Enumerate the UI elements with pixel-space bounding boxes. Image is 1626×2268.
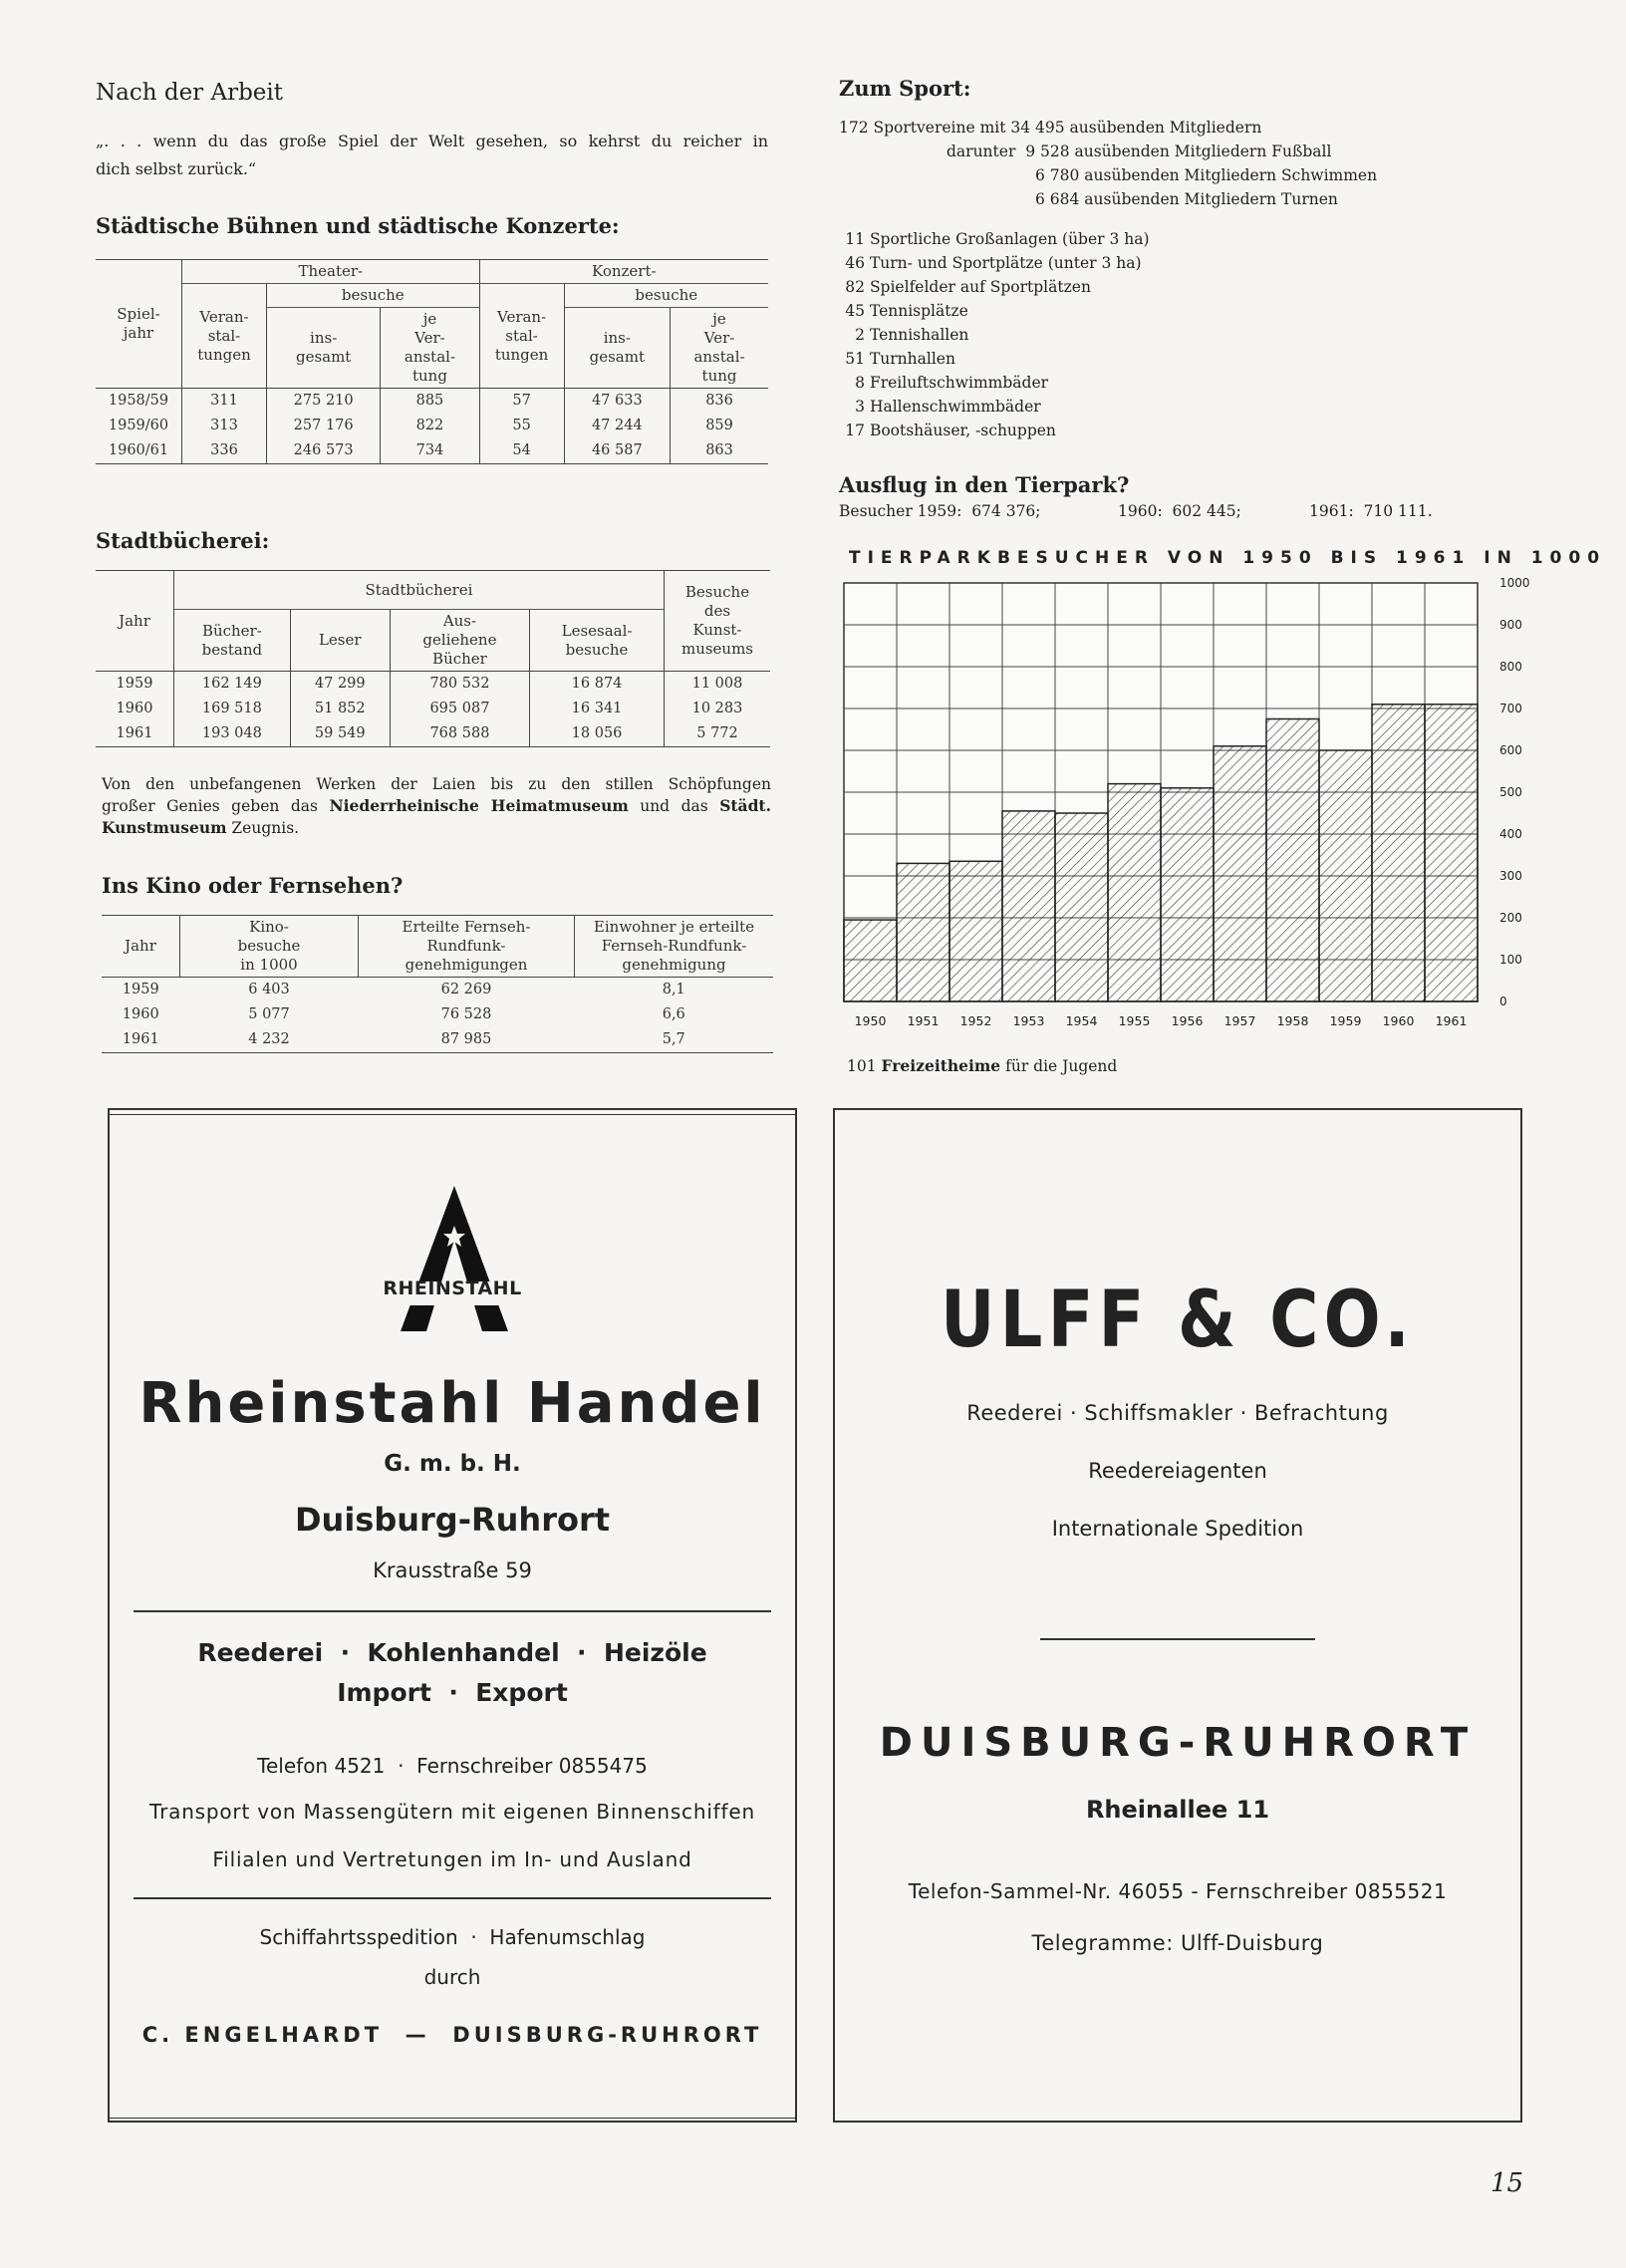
bar-1955	[1108, 784, 1161, 1001]
bar-1957	[1214, 746, 1266, 1001]
sport-anlagen-list	[839, 227, 1150, 442]
rheinstahl-transport: Transport von Massengütern mit eigenen Binnenschiffen	[149, 1800, 755, 1824]
y-tick-label: 800	[1499, 660, 1522, 674]
h-konzert: Konzert-	[479, 260, 768, 284]
rheinstahl-durch: durch	[423, 1965, 481, 1989]
rheinstahl-spedition: Schiffahrtsspedition · Hafenumschlag	[259, 1925, 646, 1949]
chart-y-axis	[1499, 576, 1530, 1008]
table-row: 1961 193 048 59 549 768 588 18 056 5 772	[96, 721, 770, 747]
bar-1951	[897, 863, 949, 1001]
table-row: 1959/60 313 257 176 822 55 47 244 859	[96, 414, 768, 438]
x-tick-label: 1959	[1329, 1013, 1362, 1028]
y-tick-label: 700	[1499, 702, 1522, 715]
list-item: 11 Sportliche Großanlagen (über 3 ha)	[845, 230, 1150, 248]
h-kunstmuseum: Besuche des Kunst- museums	[665, 571, 771, 672]
x-tick-label: 1954	[1065, 1013, 1098, 1028]
h-theater: Theater-	[182, 260, 480, 284]
x-tick-label: 1958	[1276, 1013, 1309, 1028]
h-kinobesuche: Kino- besuche in 1000	[180, 916, 359, 978]
rheinstahl-street: Krausstraße 59	[373, 1559, 532, 1582]
y-tick-label: 1000	[1499, 576, 1530, 590]
x-tick-label: 1955	[1118, 1013, 1151, 1028]
h-konzert-insgesamt: ins- gesamt	[564, 308, 670, 389]
h-lesesaal: Lesesaal- besuche	[530, 610, 665, 672]
x-tick-label: 1950	[854, 1013, 887, 1028]
bar-1953	[1002, 811, 1055, 1001]
x-tick-label: 1956	[1171, 1013, 1204, 1028]
table-row: 1960/61 336 246 573 734 54 46 587 863	[96, 438, 768, 464]
list-item: 82 Spielfelder auf Sportplätzen	[845, 278, 1091, 296]
h-konzert-veranstaltungen: Veran- stal- tungen	[479, 284, 564, 389]
y-tick-label: 0	[1499, 994, 1507, 1008]
h-theater-je: je Ver- anstal- tung	[381, 308, 479, 389]
list-item: 46 Turn- und Sportplätze (unter 3 ha)	[845, 254, 1142, 272]
h-stadtbuecherei: Stadtbücherei	[174, 571, 665, 610]
rheinstahl-logo-text: RHEINSTAHL	[383, 1277, 522, 1299]
museum-note-line-2: großer Genies geben das Niederrheinische Heimatmuseum und das Städt.	[102, 796, 771, 815]
y-tick-label: 900	[1499, 618, 1522, 632]
h-theater-veranstaltungen: Veran- stal- tungen	[182, 284, 267, 389]
list-item: 51 Turnhallen	[845, 350, 955, 368]
table-row: 1959 162 149 47 299 780 532 16 874 11 008	[96, 672, 770, 698]
rheinstahl-engelhardt: C. ENGELHARDT — DUISBURG-RUHRORT	[141, 2023, 763, 2047]
kino-table	[102, 915, 773, 1053]
bar-1950	[844, 920, 897, 1001]
ad-rheinstahl	[108, 1108, 797, 2123]
quote-line-1: „. . . wenn du das große Spiel der Welt gesehen, so kehrst du reicher in	[96, 132, 768, 150]
list-item: 45 Tennisplätze	[845, 302, 968, 320]
h-theater-insgesamt: ins- gesamt	[267, 308, 381, 389]
h-ausgeliehen: Aus- geliehene Bücher	[390, 610, 529, 672]
ulff-agenten: Reedereiagenten	[1088, 1459, 1267, 1483]
y-tick-label: 400	[1499, 827, 1522, 841]
section-title-freizeit: Nach der Arbeit	[96, 80, 284, 106]
museum-note-line-1: Von den unbefangenen Werken der Laien bis zu den stillen Schöpfungen	[102, 775, 771, 793]
x-tick-label: 1953	[1012, 1013, 1045, 1028]
x-tick-label: 1961	[1435, 1013, 1468, 1028]
rheinstahl-form: G. m. b. H.	[384, 1451, 521, 1477]
table-row: 1960 5 077 76 528 6,6	[122, 1006, 685, 1022]
table-row: 1958/59 311 275 210 885 57 47 633 836	[96, 389, 768, 415]
rheinstahl-telefon: Telefon 4521 · Fernschreiber 0855475	[257, 1754, 648, 1778]
page-number: 15	[1490, 2168, 1524, 2198]
h-genehmigungen: Erteilte Fernseh- Rundfunk- genehmigungen	[359, 916, 575, 978]
ulff-name: ULFF & CO.	[941, 1276, 1415, 1365]
bar-1954	[1055, 813, 1108, 1001]
rheinstahl-filialen: Filialen und Vertretungen im In- und Ausland	[212, 1847, 692, 1871]
list-item: 2 Tennishallen	[855, 326, 969, 344]
rheinstahl-name: Rheinstahl Handel	[138, 1371, 766, 1436]
sport-vereine-line-4: 6 684 ausübenden Mitgliedern Turnen	[1035, 190, 1338, 208]
y-tick-label: 500	[1499, 785, 1522, 799]
tierpark-1960: 1960: 602 445;	[1118, 502, 1241, 520]
ulff-telegramme: Telegramme: Ulff-Duisburg	[1031, 1931, 1324, 1955]
h-konzert-besuche: besuche	[564, 284, 768, 308]
rheinstahl-city: Duisburg-Ruhrort	[294, 1501, 611, 1539]
rheinstahl-services-1: Reederei · Kohlenhandel · Heizöle	[197, 1638, 707, 1667]
h-konzert-je: je Ver- anstal- tung	[671, 308, 768, 389]
buehnen-table	[96, 259, 768, 464]
x-tick-label: 1957	[1223, 1013, 1256, 1028]
museum-note-line-3: Kunstmuseum Zeugnis.	[102, 818, 300, 837]
bar-1959	[1319, 750, 1372, 1001]
section-title-tierpark: Ausflug in den Tierpark?	[839, 472, 1130, 497]
jugend-freizeitheime: 101 Freizeitheime für die Jugend	[847, 1056, 1118, 1075]
ulff-telefon: Telefon-Sammel-Nr. 46055 - Fernschreiber 0855521	[908, 1879, 1448, 1903]
h-jahr: Jahr	[96, 571, 174, 672]
ulff-city: DUISBURG-RUHRORT	[879, 1720, 1477, 1766]
y-tick-label: 100	[1499, 953, 1522, 967]
h-buecherbestand: Bücher- bestand	[174, 610, 291, 672]
section-title-buecherei: Stadtbücherei:	[96, 528, 270, 553]
ulff-street: Rheinallee 11	[1085, 1796, 1270, 1824]
bar-1961	[1425, 705, 1478, 1001]
sport-vereine-line-3: 6 780 ausübenden Mitgliedern Schwimmen	[1035, 166, 1378, 184]
y-tick-label: 200	[1499, 911, 1522, 925]
chart-x-axis	[855, 1013, 1468, 1028]
table-row: 1961 4 232 87 985 5,7	[102, 1027, 773, 1053]
h-jahr: Jahr	[125, 937, 156, 955]
table-row: 1960 169 518 51 852 695 087 16 341 10 283	[96, 697, 770, 721]
h-einwohner: Einwohner je erteilte Fernseh-Rundfunk- genehmigung	[575, 916, 774, 978]
h-leser: Leser	[290, 610, 390, 672]
list-item: 17 Bootshäuser, -schuppen	[845, 422, 1056, 439]
x-tick-label: 1952	[959, 1013, 992, 1028]
sport-vereine-line-1: 172 Sportvereine mit 34 495 ausübenden Mitgliedern	[839, 119, 1262, 137]
table-row: 1959 6 403 62 269 8,1	[122, 982, 685, 997]
sport-vereine-line-2: darunter 9 528 ausübenden Mitgliedern Fußball	[947, 142, 1332, 160]
section-title-buehnen: Städtische Bühnen und städtische Konzerte:	[96, 213, 620, 238]
rheinstahl-logo-icon	[393, 1182, 516, 1331]
ulff-services: Reederei · Schiffsmakler · Befrachtung	[966, 1401, 1389, 1425]
y-tick-label: 300	[1499, 869, 1522, 883]
ulff-spedition: Internationale Spedition	[1051, 1517, 1304, 1541]
bar-1952	[949, 861, 1002, 1001]
x-tick-label: 1960	[1382, 1013, 1415, 1028]
section-title-sport: Zum Sport:	[839, 76, 971, 101]
bar-1960	[1372, 705, 1425, 1001]
rheinstahl-services-2: Import · Export	[337, 1678, 568, 1707]
list-item: 8 Freiluftschwimmbäder	[855, 374, 1049, 392]
bar-1956	[1161, 788, 1214, 1001]
ad-ulff	[833, 1108, 1522, 2123]
list-item: 3 Hallenschwimmbäder	[855, 398, 1041, 416]
h-spieljahr: Spiel- jahr	[96, 260, 182, 389]
chart-title: TIERPARKBESUCHER VON 1950 BIS 1961 IN 1000	[849, 548, 1607, 568]
buecherei-table	[96, 570, 770, 747]
tierpark-1959: Besucher 1959: 674 376;	[839, 502, 1041, 520]
h-theater-besuche: besuche	[267, 284, 480, 308]
quote-line-2: dich selbst zurück.“	[96, 159, 257, 178]
y-tick-label: 600	[1499, 743, 1522, 757]
bar-1958	[1266, 719, 1319, 1002]
x-tick-label: 1951	[907, 1013, 940, 1028]
tierpark-chart	[839, 568, 1530, 1036]
tierpark-1961: 1961: 710 111.	[1309, 502, 1433, 520]
section-title-kino: Ins Kino oder Fernsehen?	[102, 873, 404, 898]
